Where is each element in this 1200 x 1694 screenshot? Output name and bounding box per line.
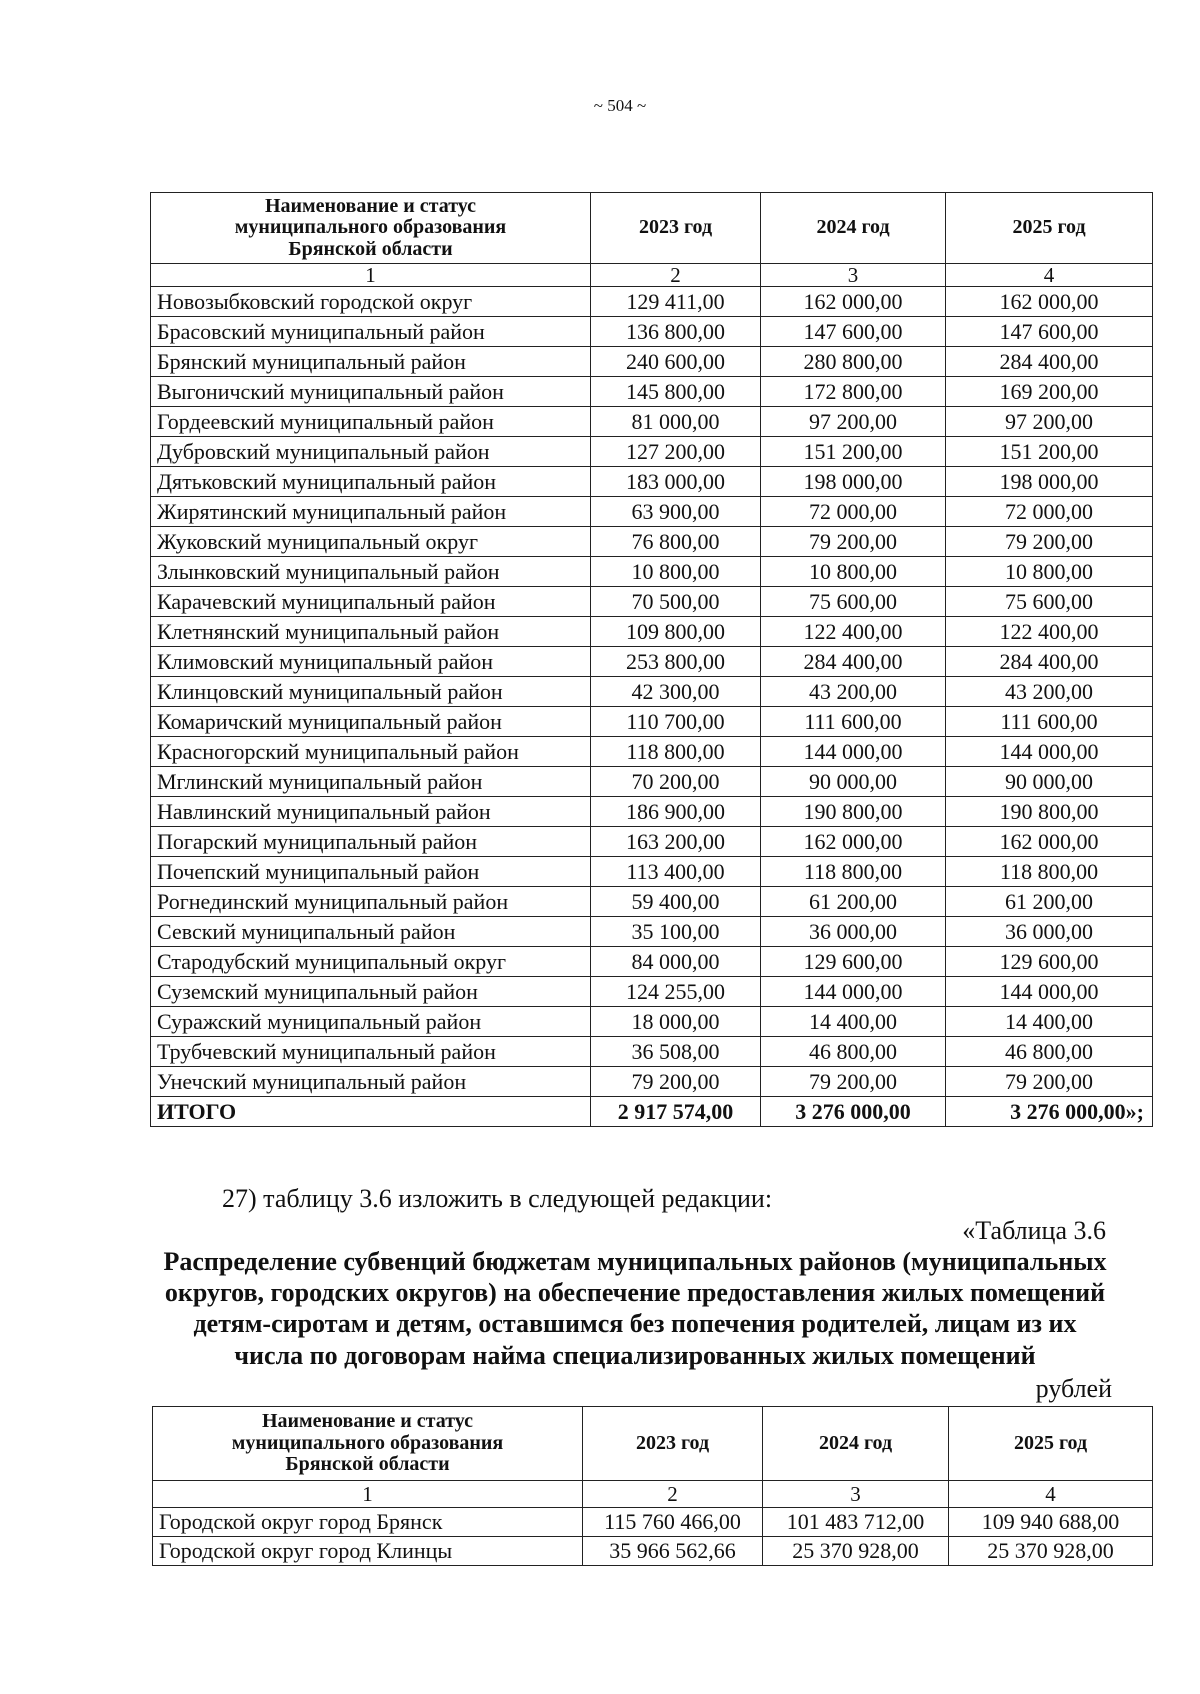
- value-2024: 36 000,00: [761, 917, 946, 947]
- table-title: Распределение субвенций бюджетам муниципальных районов (муниципальных округов, городских округов) на обеспечение предоставления жилых помещений детям-сиротам и детям, оставшимся без попечения родителей, лицам из их числа по договорам найма специализированных жилых помещений: [163, 1247, 1107, 1370]
- municipality-name: Стародубский муниципальный округ: [151, 947, 591, 977]
- municipality-name: Навлинский муниципальный район: [151, 797, 591, 827]
- value-2025: 284 400,00: [946, 347, 1153, 377]
- municipality-name: Злынковский муниципальный район: [151, 557, 591, 587]
- value-2024: 280 800,00: [761, 347, 946, 377]
- value-2025: 129 600,00: [946, 947, 1153, 977]
- value-2023: 36 508,00: [591, 1037, 761, 1067]
- municipality-name: Гордеевский муниципальный район: [151, 407, 591, 437]
- table-row: [153, 1508, 1153, 1537]
- value-2024: 79 200,00: [761, 527, 946, 557]
- value-2025: 79 200,00: [946, 1067, 1153, 1097]
- value-2025: 46 800,00: [946, 1037, 1153, 1067]
- value-2025: 109 940 688,00: [949, 1508, 1153, 1537]
- municipality-name: Севский муниципальный район: [151, 917, 591, 947]
- municipality-name: Выгоничский муниципальный район: [151, 377, 591, 407]
- table-row: [151, 527, 1153, 557]
- value-2023: 76 800,00: [591, 527, 761, 557]
- municipality-name: Комаричский муниципальный район: [151, 707, 591, 737]
- value-2024: 162 000,00: [761, 827, 946, 857]
- value-2025: 147 600,00: [946, 317, 1153, 347]
- total-2025: 3 276 000,00»;: [946, 1097, 1153, 1127]
- table-row: [151, 1037, 1153, 1067]
- table-header-row: [153, 1407, 1153, 1481]
- value-2025: 144 000,00: [946, 977, 1153, 1007]
- table-header-row: [151, 193, 1153, 264]
- municipality-name: Жирятинский муниципальный район: [151, 497, 591, 527]
- value-2025: 284 400,00: [946, 647, 1153, 677]
- column-header-2023: 2023 год: [591, 193, 761, 264]
- value-2024: 101 483 712,00: [763, 1508, 949, 1537]
- value-2023: 18 000,00: [591, 1007, 761, 1037]
- value-2024: 129 600,00: [761, 947, 946, 977]
- value-2024: 147 600,00: [761, 317, 946, 347]
- subvention-table-previous: [150, 192, 1153, 1127]
- value-2023: 163 200,00: [591, 827, 761, 857]
- table-row: [151, 797, 1153, 827]
- table-row: [151, 737, 1153, 767]
- total-label: ИТОГО: [151, 1097, 591, 1127]
- value-2025: 97 200,00: [946, 407, 1153, 437]
- municipality-name: Почепский муниципальный район: [151, 857, 591, 887]
- column-number: 2: [583, 1481, 763, 1508]
- value-2025: 36 000,00: [946, 917, 1153, 947]
- value-2025: 10 800,00: [946, 557, 1153, 587]
- column-header-2025: 2025 год: [946, 193, 1153, 264]
- column-number-row: [151, 264, 1153, 287]
- value-2024: 144 000,00: [761, 977, 946, 1007]
- column-number: 3: [763, 1481, 949, 1508]
- municipality-name: Красногорский муниципальный район: [151, 737, 591, 767]
- value-2025: 111 600,00: [946, 707, 1153, 737]
- value-2025: 43 200,00: [946, 677, 1153, 707]
- value-2023: 35 966 562,66: [583, 1537, 763, 1566]
- value-2024: 122 400,00: [761, 617, 946, 647]
- value-2024: 144 000,00: [761, 737, 946, 767]
- table-row: [151, 647, 1153, 677]
- value-2025: 79 200,00: [946, 527, 1153, 557]
- municipality-name: Карачевский муниципальный район: [151, 587, 591, 617]
- table-row: [151, 1067, 1153, 1097]
- column-number: 1: [153, 1481, 583, 1508]
- value-2023: 129 411,00: [591, 287, 761, 317]
- municipality-name: Унечский муниципальный район: [151, 1067, 591, 1097]
- value-2024: 25 370 928,00: [763, 1537, 949, 1566]
- value-2024: 75 600,00: [761, 587, 946, 617]
- column-number: 4: [946, 264, 1153, 287]
- table-row: [151, 347, 1153, 377]
- value-2024: 198 000,00: [761, 467, 946, 497]
- table-row: [151, 617, 1153, 647]
- table-row: [153, 1537, 1153, 1566]
- value-2025: 118 800,00: [946, 857, 1153, 887]
- table-row: [151, 767, 1153, 797]
- column-header-name: Наименование и статус муниципального образования Брянской области: [151, 193, 591, 264]
- table-row: [151, 497, 1153, 527]
- value-2024: 151 200,00: [761, 437, 946, 467]
- value-2023: 186 900,00: [591, 797, 761, 827]
- column-header-2025: 2025 год: [949, 1407, 1153, 1481]
- municipality-name: Клетнянский муниципальный район: [151, 617, 591, 647]
- value-2025: 61 200,00: [946, 887, 1153, 917]
- value-2023: 136 800,00: [591, 317, 761, 347]
- value-2025: 72 000,00: [946, 497, 1153, 527]
- table-row: [151, 407, 1153, 437]
- column-header-2023: 2023 год: [583, 1407, 763, 1481]
- page-number: ~ 504 ~: [593, 96, 647, 115]
- municipality-name: Дятьковский муниципальный район: [151, 467, 591, 497]
- column-header-2024: 2024 год: [763, 1407, 949, 1481]
- column-number: 1: [151, 264, 591, 287]
- table-row: [151, 917, 1153, 947]
- units-label: рублей: [1035, 1374, 1112, 1403]
- table-row: [151, 377, 1153, 407]
- value-2023: 10 800,00: [591, 557, 761, 587]
- value-2024: 10 800,00: [761, 557, 946, 587]
- value-2024: 190 800,00: [761, 797, 946, 827]
- value-2023: 124 255,00: [591, 977, 761, 1007]
- value-2023: 183 000,00: [591, 467, 761, 497]
- amendment-text: 27) таблицу 3.6 изложить в следующей редакции:: [222, 1184, 773, 1213]
- subvention-table-3-6: [152, 1406, 1153, 1566]
- value-2023: 113 400,00: [591, 857, 761, 887]
- value-2024: 111 600,00: [761, 707, 946, 737]
- value-2023: 42 300,00: [591, 677, 761, 707]
- value-2025: 190 800,00: [946, 797, 1153, 827]
- value-2024: 118 800,00: [761, 857, 946, 887]
- total-row: [151, 1097, 1153, 1127]
- value-2023: 115 760 466,00: [583, 1508, 763, 1537]
- table-row: [151, 977, 1153, 1007]
- value-2023: 79 200,00: [591, 1067, 761, 1097]
- municipality-name: Трубчевский муниципальный район: [151, 1037, 591, 1067]
- total-2023: 2 917 574,00: [591, 1097, 761, 1127]
- value-2024: 14 400,00: [761, 1007, 946, 1037]
- value-2024: 72 000,00: [761, 497, 946, 527]
- value-2023: 35 100,00: [591, 917, 761, 947]
- municipality-name: Суземский муниципальный район: [151, 977, 591, 1007]
- value-2024: 172 800,00: [761, 377, 946, 407]
- value-2023: 253 800,00: [591, 647, 761, 677]
- value-2023: 145 800,00: [591, 377, 761, 407]
- value-2023: 70 500,00: [591, 587, 761, 617]
- value-2023: 84 000,00: [591, 947, 761, 977]
- table-row: [151, 887, 1153, 917]
- table-row: [151, 947, 1153, 977]
- table-row: [151, 707, 1153, 737]
- municipality-name: Погарский муниципальный район: [151, 827, 591, 857]
- value-2023: 118 800,00: [591, 737, 761, 767]
- value-2025: 90 000,00: [946, 767, 1153, 797]
- value-2023: 240 600,00: [591, 347, 761, 377]
- table-row: [151, 557, 1153, 587]
- value-2023: 59 400,00: [591, 887, 761, 917]
- municipality-name: Городской округ город Брянск: [153, 1508, 583, 1537]
- value-2025: 169 200,00: [946, 377, 1153, 407]
- total-2024: 3 276 000,00: [761, 1097, 946, 1127]
- value-2025: 14 400,00: [946, 1007, 1153, 1037]
- table-row: [151, 677, 1153, 707]
- value-2024: 162 000,00: [761, 287, 946, 317]
- value-2023: 63 900,00: [591, 497, 761, 527]
- municipality-name: Дубровский муниципальный район: [151, 437, 591, 467]
- column-number-row: [153, 1481, 1153, 1508]
- municipality-name: Мглинский муниципальный район: [151, 767, 591, 797]
- column-header-2024: 2024 год: [761, 193, 946, 264]
- value-2025: 25 370 928,00: [949, 1537, 1153, 1566]
- value-2024: 97 200,00: [761, 407, 946, 437]
- value-2025: 144 000,00: [946, 737, 1153, 767]
- value-2025: 162 000,00: [946, 287, 1153, 317]
- value-2024: 46 800,00: [761, 1037, 946, 1067]
- table-row: [151, 437, 1153, 467]
- municipality-name: Брянский муниципальный район: [151, 347, 591, 377]
- column-number: 2: [591, 264, 761, 287]
- value-2023: 127 200,00: [591, 437, 761, 467]
- table-row: [151, 287, 1153, 317]
- value-2025: 151 200,00: [946, 437, 1153, 467]
- value-2025: 122 400,00: [946, 617, 1153, 647]
- column-number: 3: [761, 264, 946, 287]
- value-2025: 198 000,00: [946, 467, 1153, 497]
- value-2024: 79 200,00: [761, 1067, 946, 1097]
- municipality-name: Брасовский муниципальный район: [151, 317, 591, 347]
- value-2025: 75 600,00: [946, 587, 1153, 617]
- municipality-name: Суражский муниципальный район: [151, 1007, 591, 1037]
- column-header-name: Наименование и статус муниципального образования Брянской области: [153, 1407, 583, 1481]
- column-number: 4: [949, 1481, 1153, 1508]
- table-row: [151, 827, 1153, 857]
- value-2024: 90 000,00: [761, 767, 946, 797]
- value-2023: 109 800,00: [591, 617, 761, 647]
- value-2024: 43 200,00: [761, 677, 946, 707]
- table-label: «Таблица 3.6: [962, 1216, 1106, 1245]
- municipality-name: Клинцовский муниципальный район: [151, 677, 591, 707]
- municipality-name: Жуковский муниципальный округ: [151, 527, 591, 557]
- table-row: [151, 317, 1153, 347]
- value-2023: 81 000,00: [591, 407, 761, 437]
- value-2025: 162 000,00: [946, 827, 1153, 857]
- municipality-name: Новозыбковский городской округ: [151, 287, 591, 317]
- municipality-name: Городской округ город Клинцы: [153, 1537, 583, 1566]
- value-2023: 70 200,00: [591, 767, 761, 797]
- table-row: [151, 587, 1153, 617]
- value-2024: 61 200,00: [761, 887, 946, 917]
- table-row: [151, 1007, 1153, 1037]
- table-row: [151, 857, 1153, 887]
- municipality-name: Рогнединский муниципальный район: [151, 887, 591, 917]
- value-2023: 110 700,00: [591, 707, 761, 737]
- value-2024: 284 400,00: [761, 647, 946, 677]
- table-row: [151, 467, 1153, 497]
- municipality-name: Климовский муниципальный район: [151, 647, 591, 677]
